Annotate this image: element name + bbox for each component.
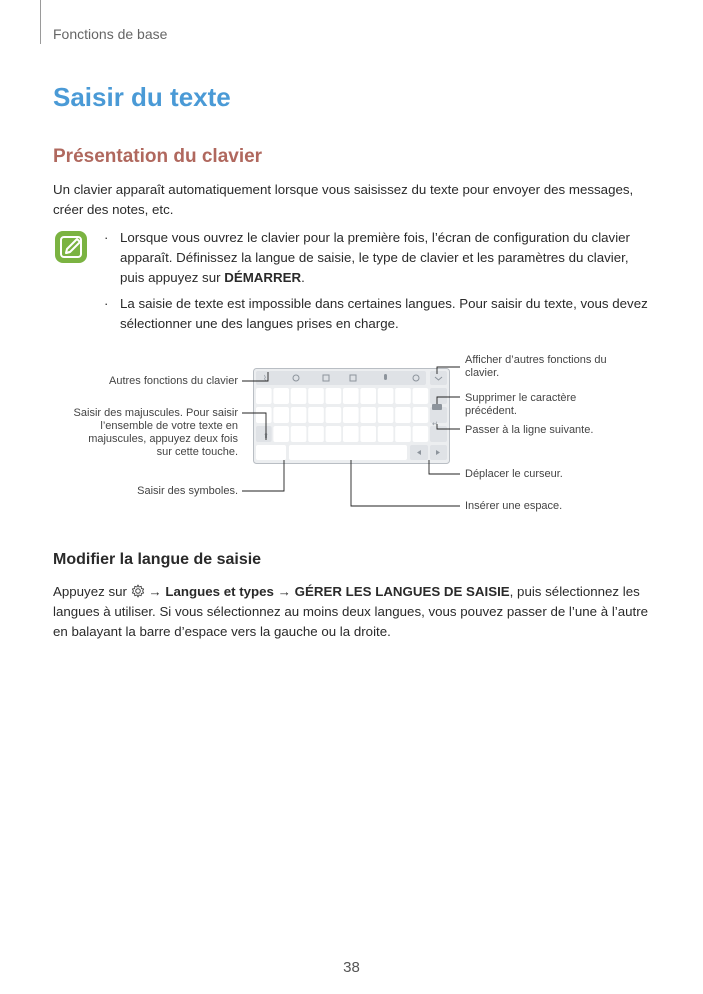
callout-more-functions xyxy=(437,367,460,374)
bullet-1-end: . xyxy=(301,270,305,285)
arrow-1: → xyxy=(148,584,162,599)
label-delete: Supprimer le caractère précédent. xyxy=(465,392,577,417)
callout-symbols xyxy=(242,460,284,491)
language-text-end: , puis sélectionnez les langues à utiliser. Si vous sélectionnez au moins deux langues, vous pouvez passer de l’une à l’autre en balayant la barre d’espace vers la gauche ou la droite. xyxy=(53,584,649,639)
enter-icon: ↵ xyxy=(432,420,438,428)
bullet-dot: · xyxy=(104,230,109,245)
menu-manage-languages: GÉRER LES LANGUES DE SAISIE xyxy=(294,584,510,599)
shift-icon: ⇧ xyxy=(263,432,269,440)
label-other-functions: Autres fonctions du clavier xyxy=(108,375,238,387)
start-keyword: DÉMARRER xyxy=(224,270,302,285)
settings-gear-icon xyxy=(131,584,145,598)
label-symbols: Saisir des symboles. xyxy=(137,485,238,497)
bullet-dot: · xyxy=(104,296,109,311)
bullet-2-text: La saisie de texte est impossible dans certaines langues. Pour saisir du texte, vous devez sélectionner une des langues prises en charge. xyxy=(120,296,648,331)
callout-cursor xyxy=(429,460,460,474)
callout-capitals xyxy=(242,413,266,440)
keyboard-toolbar-icon: ⌇ xyxy=(263,374,267,383)
bullet-1-text: Lorsque vous ouvrez le clavier pour la première fois, l’écran de configuration du clavier apparaît. Définissez la langue de saisie, le type de clavier et les paramètres du clavier, puis appuyez sur xyxy=(120,230,630,285)
page-title: Saisir du texte xyxy=(53,82,231,112)
menu-languages-types: Langues et types xyxy=(165,584,274,599)
section-heading-language: Modifier la langue de saisie xyxy=(53,551,262,568)
label-more-functions: Afficher d’autres fonctions du clavier. xyxy=(465,354,607,379)
language-text-start: Appuyez sur xyxy=(53,584,127,599)
language-paragraph xyxy=(53,582,653,642)
page-number: 38 xyxy=(343,959,360,976)
label-newline: Passer à la ligne suivante. xyxy=(465,424,594,436)
label-space: Insérer une espace. xyxy=(465,500,563,512)
callout-other-functions xyxy=(242,372,268,381)
label-cursor: Déplacer le curseur. xyxy=(465,468,563,480)
intro-paragraph: Un clavier apparaît automatiquement lorsque vous saisissez du texte pour envoyer des messages, créer des notes, etc. xyxy=(53,182,634,217)
callout-delete xyxy=(437,397,460,404)
arrow-2: → xyxy=(277,584,291,599)
callout-space xyxy=(351,460,460,506)
label-capitals: Saisir des majuscules. Pour saisir l’ensemble de votre texte en majuscules, appuyez deux fois sur cette touche. xyxy=(73,407,238,458)
section-heading-keyboard: Présentation du clavier xyxy=(53,146,263,167)
running-header: Fonctions de base xyxy=(53,26,168,42)
callout-newline xyxy=(437,424,460,429)
